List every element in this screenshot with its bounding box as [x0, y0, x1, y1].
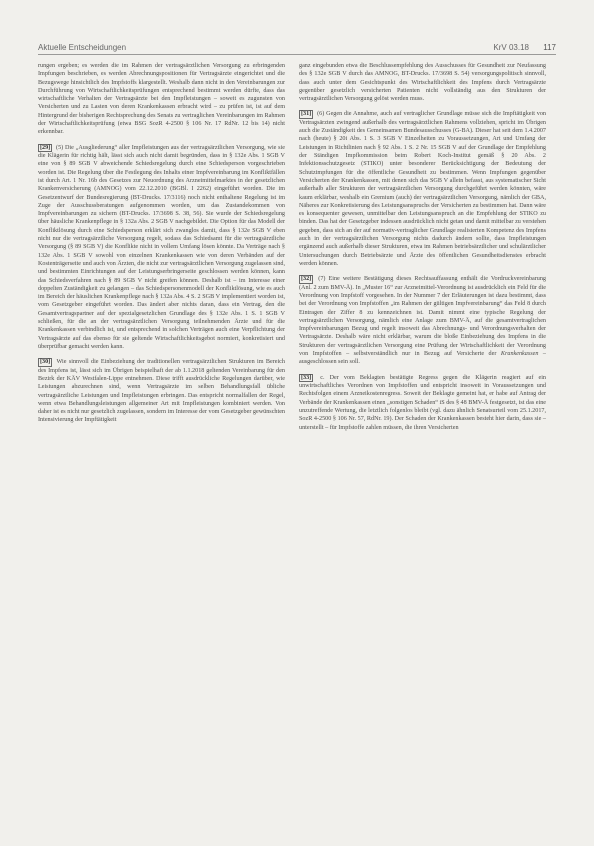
margin-number-33: [33] [301, 374, 312, 381]
paragraph-32-text: (7) Eine weitere Bestätigung dieses Rechtsauffassung enthält die Vordruckvereinbarung (Anl. 2 zum BMV-Ä). In „Muster 16“ zur Arzneimittel-Verordnung ist ausdrücklich ein Feld für die Verordnung von Impfstoff vorgesehen. In der Nummer 7 der Erläuterungen ist dazu bestimmt, dass bei der Verordnung von Impfstoffen „im Rahmen der gültigen Impfvereinbarung“ das Feld 8 durch Eintragen der Ziffer 8 zu kennzeichnen ist. Damit nimmt eine typische Regelung der vertragsärztlichen Versorgung, nämlich eine Anlage zum BMV-Ä, auf die gesamtvertraglichen Impfvereinbarungen Bezug und regelt insoweit das Abrechnungs- und Verordnungsverhalten der Vertragsärzte. Deshalb wäre nicht erklärbar, warum die bloße Einbeziehung des Impfens in die Strukturen der vertragsärztlichen Versorgung eine Prüfung der Wirtschaftlichkeit der Verordnung von Impfstoffen – selbstverständlich nur in Bezug auf Versicherte der [299, 276, 546, 358]
paragraph-30-text: Wie sinnvoll die Einbeziehung der traditionellen vertragsärztlichen Strukturen im Bereich des Impfens ist, lässt sich im Übrigen beispielhaft der ab 1.1.2018 geltenden Vereinbarung für den Bezirk der KÄV Westfalen-Lippe entnehmen. Diese trifft ausdrückliche Regelungen darüber, wie Leistungen abzurechnen sind, wenn Vertragsärzte im selben Behandlungsfall übliche vertragsärztliche Leistungen und Impfleistungen erbringen. Das entspricht normalfallen der Regel, wenn etwa Behandlungsleistungen allgemeiner Art mit Impfleistungen kombiniert werden. Von daher ist es nicht nur gesetzlich zugelassen, sondern im Interesse der vom Gesetzgeber gewünschten Intensivierung der Impftätigkeit [38, 359, 285, 424]
paragraph-32-emphasis: Krankenkassen [500, 351, 539, 358]
margin-number-32: [32] [301, 276, 312, 283]
header-journal-info [493, 43, 556, 52]
paragraph-31-text: (6) Gegen die Annahme, auch auf vertraglicher Grundlage müsse sich die Impftätigkeit von Vertragsärzten zwingend außerhalb des vertragsärztlichen Rahmens vollziehen, spricht im Übrigen auch die Zuständigkeit des Gemeinsamen Bundesausschusses (G-BA). Dieser hat seit dem 1.4.2007 nach (heute) § 20i Abs. 1 S. 3 SGB V Einzelheiten zu Voraussetzungen, Art und Umfang der Leistungen in Richtlinien nach § 92 Abs. 1 S. 2 Nr. 15 SGB V auf der Grundlage der Empfehlung der Ständigen Impfkommission beim Robert Koch-Institut gemäß § 20 Abs. 2 Infektionsschutzgesetz (STIKO) unter besonderer Berücksichtigung der Bedeutung der Schutzimpfungen für die öffentliche Gesundheit zu bestimmen. Wenn Impfungen gegenüber Versicherten der Krankenkassen, mit denen sich das SGB V allein befasst, aus systematischer Sicht außerhalb aller Strukturen der vertragsärztlichen Versorgung durchgeführt werden könnten, wäre kaum erklärbar, weshalb ein Gremium (auch) der vertragsärztlichen Versorgung, nämlich der GBA, Näheres zur Konkretisierung des Leistungsanspruchs der Versicherten zu bestimmen hat. Dann wäre es konsequenter gewesen, unmittelbar den Leistungsanspruch an die Empfehlung der STIKO zu binden. Das hat der Gesetzgeber indessen ausdrücklich nicht getan und damit mittelbar zu verstehen gegeben, dass sich an der auf normativ-vertraglicher Grundlage realisierten Kompetenz des Impfens auch in der vertragsärztlichen Versorgung nichts dadurch ändern sollte, dass Impfleistungen ergänzend auch außerhalb dieser Strukturen, etwa im Rahmen betriebsärztlicher und schulärztlicher Untersuchungen durch Betriebsärzte und Ärzte des öffentlichen Gesundheitsdienstes erbracht werden können. [299, 111, 546, 267]
paragraph-continuation: rungen ergeben; es werden die im Rahmen der vertragsärztlichen Versorgung zu erbringenden Impfungen beschrieben, es werden Abrechnungspositionen für Vertragsärzte eingerichtet und die Bezugswege hinsichtlich des Impfstoffs klargestellt. Weshalb dann nicht in den Vereinbarungen zur Durchführung von Wirtschaftlichkeitsprüfungen entsprechend bestimmt werden dürfte, dass das wirtschaftliche Verhalten der Vertragsärzte bei den Impfleistungen – soweit es zugunsten von Versicherten und zu Lasten von deren Krankenkassen erbracht wird – zu prüfen ist, ist auf dem Hintergrund der bisherigen Rechtsprechung des Senats zu vertraglichen Vereinbarungen im Rahmen der Wirtschaftlichkeitsprüfung (etwa BSG SozR 4-2500 § 106 Nr. 17 RdNr. 12 bis 14) nicht erkennbar. [38, 63, 285, 136]
margin-number-31: [31] [301, 111, 312, 118]
paragraph-30 [38, 358, 285, 424]
paragraph-29-text: (5) Die „Ausgliederung“ aller Impfleistungen aus der vertragsärztlichen Versorgung, wie sie die Klägerin für richtig hält, lässt sich auch nicht damit begründen, dass in § 132e Abs. 1 SGB V eine von § 89 SGB V abweichende Schiedsregelung durch eine Schiedsperson vorgeschrieben worden ist. Die Regelung über die Festlegung des Inhalts einer Impfvereinbarung im Konfliktfällen ist durch Art. 1 Nr. 16b des Gesetzes zur Neuordnung des Arzneimittelmarktes in der gesetzlichen Krankenversicherung (AMNOG) vom 22.12.2010 (BGBl. I 2262) eingeführt worden. Die im Gesetzentwurf der Bundesregierung (BT-Drucks. 17/3116) noch nicht enthaltene Regelung ist im Zuge der Ausschussberatungen aufgenommen worden, um das Zustandekommen von Impfvereinbarungen zu sichern (BT-Drucks. 17/3698 S. 38, 56). Sie wurde der Schiedsregelung über häusliche Krankenpflege in § 132a Abs. 2 SGB V nachgebildet. Die Option für das Modell der Konfliktlösung durch eine Schiedsperson erklärt sich zwanglos damit, dass § 132e SGB V eben nicht nur die vertragsärztliche Versorgung regelt, sodass das Schiedsamt für die vertragsärztliche Versorgung (§ 89 SGB V) die Konflikte nicht in vollem Umfang lösen könnte. Da Verträge nach § 132e Abs. 1 SGB V sowohl von einzelnen Krankenkassen wie von deren Verbänden auf der Kostenträgerseite und auch von Ärzten, die nicht zur vertragsärztlichen Versorgung zugelassen sind, und bestimmten Einrichtungen auf der Leistungserbringerseite geschlossen werden können, kann das Schiedsverfahren nach § 89 SGB V nicht greifen können. Deshalb ist – im Interesse einer doppelten Zuständigkeit zu gelangen – das Schiedspersonenmodell der Konfliktlösung, wie es auch im Bereich der häuslichen Krankenpflege nach § 132a Abs. 4 S. 2 SGB V implementiert worden ist, vom Gesetzgeber eingeführt worden. Das ändert aber nichts daran, dass ein Vertrag, den die Gesamtvertragspartner auf der spezialgesetzlichen Grundlage des § 132e Abs. 1 S. 1 SGB V schließen, für die an der vertragsärztlichen Versorgung teilnehmenden Ärzte und für die Krankenkassen verbindlich ist, und entsprechend in solchen Verträgen auch eine Verpflichtung der Vertragsärzte auf das ebenso für sie geltende Wirtschaftlichkeitsgebot normiert, konkretisiert und überprüfbar gemacht werden kann. [38, 144, 285, 350]
paragraph-29 [38, 144, 285, 352]
paragraph-33-text: c. Der vom Beklagten bestätigte Regress gegen die Klägerin reagiert auf ein unwirtschaftliches Verordnen von Impfstoffen und entspricht insoweit in Voraussetzungen und Rechtsfolgen einem Arzneikostenregress. Soweit der Beklagte gemeint hat, er habe auf Antrag der Verbände der Krankenkassen einen „sonstigen Schaden“ iS des § 48 BMV-Ä festgesetzt, ist das eine unzutreffende Wertung, die letztlich folgenlos bleibt (vgl. dazu ähnlich Senatsurteil vom 25.1.2017, SozR 4-2500 § 106 Nr. 57, RdNr. 19). Der Schaden der Krankenkassen besteht hier darin, dass sie – unterstellt – für Impfstoffe zahlen müssen, die ihren Versicherten [299, 374, 546, 431]
left-text-column [38, 62, 285, 432]
paragraph-32-end: – ausgeschlossen sein soll. [299, 351, 546, 366]
right-text-column [299, 62, 546, 439]
paragraph-continuation-right: ganz eingebunden etwa die Beschlussempfehlung des Ausschusses für Gesundheit zur Neufassung des § 132e SGB V durch das AMNOG, BT-Drucks. 17/3698 S. 54) versorgungspolitisch sinnvoll, dass auch unter dem Gesichtspunkt des Wirtschaftlichkeit des Impfens durch Vertragsärzte gegenüber gesetzlich versicherten Patienten nicht vollständig aus den Strukturen der vertragsärztlichen Versorgung gelöst werden muss. [299, 63, 546, 103]
paragraph-31 [299, 110, 546, 268]
margin-number-29: [29] [40, 144, 51, 151]
header-journal-ref: KrV 03.18 [493, 43, 529, 52]
header-page-number: 117 [543, 43, 556, 52]
margin-number-30: [30] [40, 359, 51, 366]
paragraph-33 [299, 374, 546, 432]
paragraph-32 [299, 275, 546, 366]
running-header [38, 40, 556, 55]
header-section-title: Aktuelle Entscheidungen [38, 43, 127, 52]
